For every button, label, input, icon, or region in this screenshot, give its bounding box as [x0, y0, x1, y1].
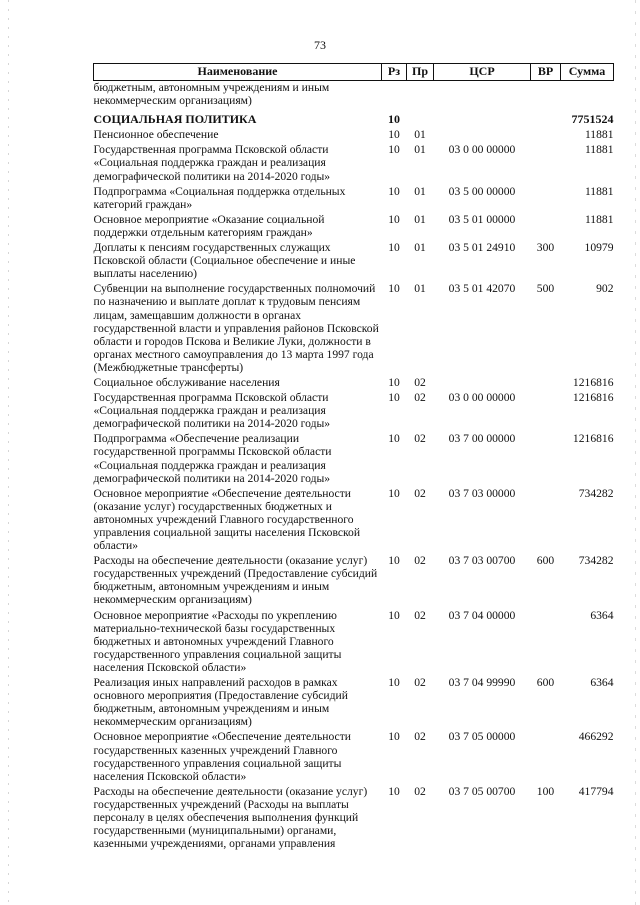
cell-csr: 03 5 00 00000: [448, 184, 516, 198]
cell-name: Основное мероприятие «Обеспечение деятельности государственных казенных учреждений Главного государственного управления социальной защиты населения Псковской области»: [93, 730, 351, 783]
cell-sum: 10979: [584, 241, 614, 255]
header-sum: Сумма: [561, 64, 614, 81]
cell-pr: 02: [414, 608, 426, 622]
cell-name: Подпрограмма «Обеспечение реализации государственной программы Псковской области «Социальная поддержка граждан и реализация демографической политики на 2014-2020 годы»: [93, 432, 332, 485]
cell-sum: 6364: [590, 676, 614, 690]
cell-name: Основное мероприятие «Расходы по укреплению материально-технической базы государственных бюджетных и автономных учреждений Главного государственного управления социальной защиты населения Псковской области»: [93, 608, 342, 674]
table-row: [94, 126, 614, 141]
cell-csr: [434, 126, 531, 141]
cell-csr: 03 7 04 99990: [448, 676, 516, 690]
cell-vr: [531, 141, 561, 182]
cell-sum: 734282: [578, 486, 614, 500]
cell-sum: 734282: [578, 554, 614, 568]
cell-csr: [434, 107, 531, 126]
cell-sum: 1216816: [572, 432, 614, 446]
cell-rz: 10: [388, 391, 400, 405]
cell-vr: [531, 607, 561, 674]
header-name: Наименование: [94, 64, 382, 81]
cell-pr: 02: [414, 554, 426, 568]
budget-table: [93, 63, 614, 850]
cell-rz: 10: [388, 241, 400, 255]
cell-vr: [531, 126, 561, 141]
table-row: [94, 183, 614, 211]
cell-csr: [434, 81, 531, 108]
table-row: [94, 783, 614, 850]
table-row: [94, 485, 614, 552]
header-rz: Рз: [382, 64, 407, 81]
cell-sum: 902: [596, 282, 614, 296]
cell-pr: 02: [414, 375, 426, 389]
cell-csr: 03 5 01 24910: [448, 241, 516, 255]
cell-rz: 10: [388, 112, 400, 127]
cell-pr: 01: [414, 212, 426, 226]
cell-name: Расходы на обеспечение деятельности (оказание услуг) государственных учреждений (Предоставление субсидий бюджетным, автономным учреждениям и иным некоммерческим организациям): [93, 554, 378, 607]
cell-sum: 11881: [584, 212, 614, 226]
cell-csr: 03 7 03 00700: [448, 554, 516, 568]
cell-sum: 11881: [584, 128, 614, 142]
cell-sum: 11881: [584, 143, 614, 157]
table-row: [94, 239, 614, 280]
cell-rz: [382, 81, 407, 108]
cell-rz: 10: [388, 554, 400, 568]
budget-table-container: [93, 63, 613, 850]
cell-name: Расходы на обеспечение деятельности (оказание услуг) государственных учреждений (Расходы на выплаты персоналу в целях обеспечения выполнения функций государственными (муниципальными) органами, казенными учреждениями, органами управления: [93, 784, 368, 851]
page-number: 73: [314, 38, 326, 52]
cell-rz: 10: [388, 784, 400, 798]
cell-sum: 7751524: [571, 112, 614, 127]
cell-sum: 1216816: [572, 375, 614, 389]
cell-vr: [531, 107, 561, 126]
cell-name: Государственная программа Псковской области «Социальная поддержка граждан и реализация демографической политики на 2014-2020 годы»: [93, 391, 331, 431]
cell-vr: [531, 211, 561, 239]
cell-csr: 03 7 04 00000: [448, 608, 516, 622]
header-pr: Пр: [407, 64, 434, 81]
cell-csr: 03 7 05 00000: [448, 730, 516, 744]
cell-vr: [531, 81, 561, 108]
cell-name: Субвенции на выполнение государственных полномочий по назначению и выплате доплат к трудовым пенсиям лицам, замещавшим должности в органах государственной власти и управления районов Псковской области и городов Пскова и Великие Луки, должности в органах местного самоуправления до 13 марта 1997 года (Межбюджетные трансферты): [93, 282, 379, 374]
table-row: [94, 374, 614, 389]
cell-sum: 6364: [590, 608, 614, 622]
table-row: [94, 81, 614, 108]
cell-pr: [407, 81, 434, 108]
cell-name: Пенсионное обеспечение: [93, 128, 219, 142]
cell-sum: 11881: [584, 184, 614, 198]
table-row: [94, 607, 614, 674]
table-row: [94, 211, 614, 239]
cell-pr: 01: [414, 143, 426, 157]
cell-vr: [531, 485, 561, 552]
cell-name: Государственная программа Псковской области «Социальная поддержка граждан и реализация демографической политики на 2014-2020 годы»: [93, 143, 331, 183]
cell-pr: 02: [414, 486, 426, 500]
cell-name: СОЦИАЛЬНАЯ ПОЛИТИКА: [93, 112, 257, 127]
cell-rz: 10: [388, 486, 400, 500]
header-vr: ВР: [531, 64, 561, 81]
header-csr: ЦСР: [434, 64, 531, 81]
scan-edge-left: [8, 0, 9, 905]
cell-name: Основное мероприятие «Оказание социальной поддержки отдельным категориям граждан»: [93, 212, 325, 239]
cell-name: бюджетным, автономным учреждениям и иным некоммерческим организациям): [93, 81, 330, 108]
cell-pr: 01: [414, 128, 426, 142]
cell-pr: [407, 107, 434, 126]
cell-sum: 466292: [578, 730, 614, 744]
cell-rz: 10: [388, 143, 400, 157]
cell-pr: 01: [414, 241, 426, 255]
cell-sum: 417794: [578, 784, 614, 798]
cell-rz: 10: [388, 282, 400, 296]
table-row: [94, 389, 614, 430]
cell-vr: 100: [536, 784, 555, 798]
cell-rz: 10: [388, 212, 400, 226]
cell-vr: 500: [536, 282, 555, 296]
cell-pr: 02: [414, 432, 426, 446]
cell-rz: 10: [388, 432, 400, 446]
cell-pr: 02: [414, 730, 426, 744]
cell-rz: 10: [388, 128, 400, 142]
table-row: [94, 280, 614, 374]
cell-pr: 01: [414, 282, 426, 296]
cell-vr: [531, 430, 561, 484]
scan-edge-right: [635, 0, 636, 905]
cell-rz: 10: [388, 608, 400, 622]
table-row: [94, 728, 614, 782]
cell-name: Доплаты к пенсиям государственных служащих Псковской области (Социальное обеспечение и иные выплаты населению): [93, 241, 356, 281]
cell-rz: 10: [388, 730, 400, 744]
table-header-row: [94, 64, 614, 81]
cell-rz: 10: [388, 184, 400, 198]
cell-csr: 03 0 00 00000: [448, 391, 516, 405]
cell-vr: [531, 728, 561, 782]
cell-csr: 03 5 01 42070: [448, 282, 516, 296]
cell-csr: 03 5 01 00000: [448, 212, 516, 226]
cell-name: Реализация иных направлений расходов в рамках основного мероприятия (Предоставление субсидий бюджетным, автономным учреждениям и иным некоммерческим организациям): [93, 676, 348, 729]
cell-pr: 02: [414, 784, 426, 798]
cell-pr: 02: [414, 391, 426, 405]
cell-pr: 02: [414, 676, 426, 690]
cell-name: Подпрограмма «Социальная поддержка отдельных категорий граждан»: [93, 184, 346, 211]
table-row: [94, 674, 614, 728]
cell-sum: [561, 81, 614, 108]
cell-vr: [531, 183, 561, 211]
cell-csr: 03 7 00 00000: [448, 432, 516, 446]
table-row: [94, 552, 614, 606]
table-row: [94, 107, 614, 126]
cell-sum: 1216816: [572, 391, 614, 405]
cell-name: Основное мероприятие «Обеспечение деятельности (оказание услуг) государственных бюджетных и автономных учреждений Главного государственного управления социальной защиты населения Псковской области»: [93, 486, 361, 553]
cell-vr: 600: [536, 676, 555, 690]
cell-rz: 10: [388, 676, 400, 690]
cell-csr: [434, 374, 531, 389]
cell-csr: 03 0 00 00000: [448, 143, 516, 157]
cell-vr: [531, 389, 561, 430]
cell-csr: 03 7 03 00000: [448, 486, 516, 500]
cell-vr: 600: [536, 554, 555, 568]
cell-pr: 01: [414, 184, 426, 198]
cell-vr: 300: [536, 241, 555, 255]
cell-rz: 10: [388, 375, 400, 389]
table-row: [94, 141, 614, 182]
table-body: [94, 81, 614, 851]
cell-name: Социальное обслуживание населения: [93, 375, 280, 389]
cell-vr: [531, 374, 561, 389]
cell-csr: 03 7 05 00700: [448, 784, 516, 798]
table-row: [94, 430, 614, 484]
